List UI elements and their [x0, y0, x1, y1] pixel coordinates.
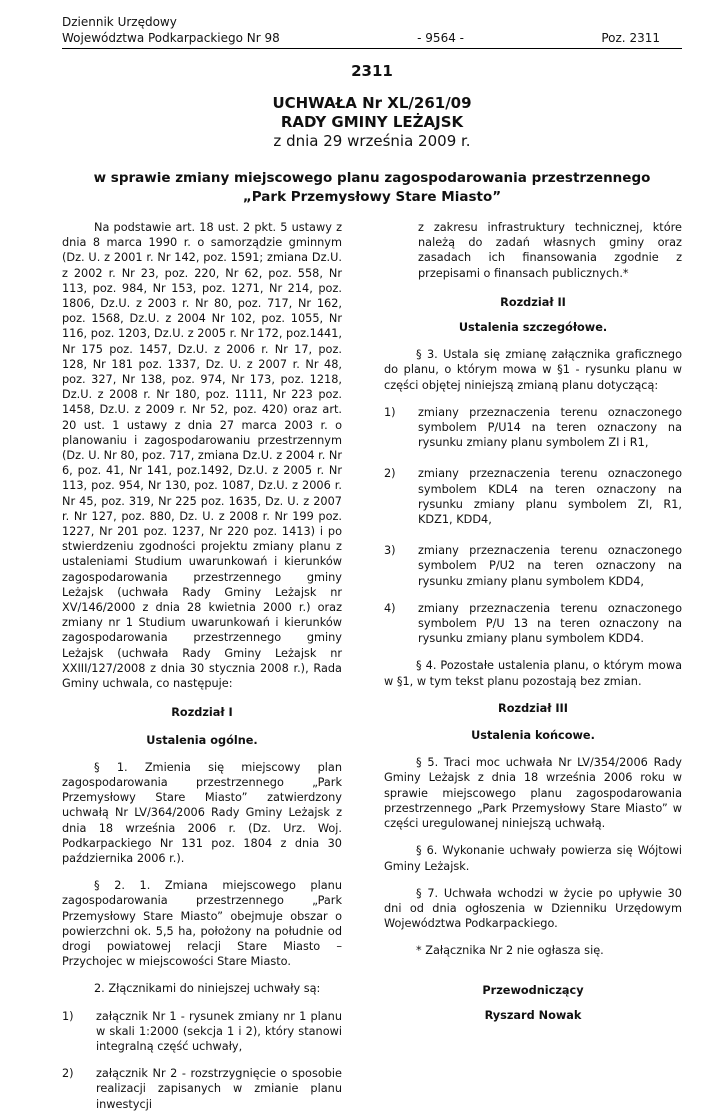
list-item: 1) zmiany przeznaczenia terenu oznaczonego symbolem P/U14 na teren oznaczony na rysunku zmiany planu symbolem ZI i R1,	[384, 405, 682, 450]
resolution-subject: w sprawie zmiany miejscowego planu zagospodarowania przestrzennego „Park Przemysłowy Stare Miasto”	[93, 170, 651, 205]
resolution-title: UCHWAŁA Nr XL/261/09	[272, 94, 472, 112]
list-continuation: z zakresu infrastruktury technicznej, które należą do zadań własnych gminy oraz zasadach ich finansowania zgodnie z przepisami o finansach publicznych.*	[418, 221, 682, 280]
signature-role: Przewodniczący	[482, 983, 584, 997]
resolution-date: z dnia 29 września 2009 r.	[273, 132, 471, 150]
footnote: * Załącznika Nr 2 nie ogłasza się.	[416, 944, 604, 958]
list-item: 2) załącznik Nr 2 - rozstrzygnięcie o sposobie realizacji zapisanych w zmianie planu inwestycji	[62, 1067, 342, 1111]
section-2: § 2. 1. Zmiana miejscowego planu zagospodarowania przestrzennego „Park Przemysłowy Stare Miasto” obejmuje obszar o powierzchni ok. 5,5 ha, położony na południe od drogi powiatowej relacji Stare Miasto – Przychojec w miejscowości Stare Miasto.	[62, 879, 342, 969]
section-6: § 6. Wykonanie uchwały powierza się Wójtowi Gminy Leżajsk.	[384, 844, 682, 873]
list-item: 3) zmiany przeznaczenia terenu oznaczonego symbolem P/U2 na teren oznaczony na rysunku zmiany planu symbolem KDD4,	[384, 544, 682, 588]
chapter-1-heading: Rozdział I	[171, 706, 233, 720]
page-header	[62, 14, 685, 46]
preamble: Na podstawie art. 18 ust. 2 pkt. 5 ustawy z dnia 8 marca 1990 r. o samorządzie gminnym (Dz. U. z 2001 r. Nr 142, poz. 1591; zmiana Dz.U. z 2002 r. Nr 23, poz. 220, Nr 62, poz. 558, Nr 113, poz. 984, Nr 153, poz. 1271, Nr 214, poz. 1806, Dz.U. z 2003 r. Nr 80, poz. 717, Nr 162, poz. 1568, Dz.U. z 2004 Nr 102, poz. 1055, Nr 116, poz. 1203, Dz.U. z 2005 r. Nr 172, poz.1441, Nr 175 poz. 1457, Dz.U. z 2006 r. Nr 17, poz. 128, Nr 181 poz. 1337, Dz. U. z 2007 r. Nr 48, poz. 327, Nr 138, poz. 974, Nr 173, poz. 1218, Dz.U. z 2008 r. Nr 180, poz. 1111, Nr 223 poz. 1458, Dz.U. z 2009 r. Nr 52, poz. 420) oraz art. 20 ust. 1 ustawy z dnia 27 marca 2003 r. o planowaniu i zagospodarowaniu przestrzennym (Dz. U. Nr 80, poz. 717, zmiana Dz.U. z 2004 r. Nr 6, poz. 41, Nr 141, poz.1492, Dz.U. z 2005 r. Nr 113, poz. 954, Nr 130, poz. 1087, Dz.U. z 2006 r. Nr 45, poz. 319, Nr 225 poz. 1635, Dz. U. z 2007 r. Nr 127, poz. 880, Dz. U. z 2008 r. Nr 199 poz. 1227, Nr 201 poz. 1237, Nr 220 poz. 1413) i po stwierdzeniu zgodności projektu zmiany planu z ustaleniami Studium uwarunkowań i kierunków zagospodarowania przestrzennego gminy Leżajsk (uchwała Rady Gminy Leżajsk nr XV/146/2000 z dnia 28 kwietnia 2000 r.) oraz zmiany nr 1 Studium uwarunkowań i kierunków zagospodarowania przestrzennego gminy Leżajsk (uchwała Rady Gminy Leżajsk nr XXIII/127/2008 z dnia 30 stycznia 2008 r.), Rada Gminy uchwala, co następuje:	[62, 221, 342, 691]
chapter-1-title: Ustalenia ogólne.	[146, 733, 258, 747]
list-item: 4) zmiany przeznaczenia terenu oznaczonego symbolem P/U 13 na teren oznaczony na rysunku zmiany planu symbolem KDD4.	[384, 601, 682, 646]
journal-issue: Województwa Podkarpackiego Nr 98	[62, 31, 280, 45]
section-2-para-2: 2. Złącznikami do niniejszej uchwały są:	[94, 982, 321, 996]
position-number: 2311	[351, 62, 393, 80]
chapter-2-heading: Rozdział II	[500, 295, 566, 309]
journal-name: Dziennik Urzędowy	[62, 15, 177, 29]
section-4: § 4. Pozostałe ustalenia planu, o którym mowa w §1, w tym tekst planu pozostają bez zmian.	[384, 659, 682, 688]
list-item: 1) załącznik Nr 1 - rysunek zmiany nr 1 planu w skali 1:2000 (sekcja 1 i 2), który stanowi integralną część uchwały,	[62, 1009, 342, 1053]
left-column	[62, 220, 342, 1112]
header-divider	[62, 48, 682, 49]
chapter-3-title: Ustalenia końcowe.	[471, 729, 595, 743]
signature-name: Ryszard Nowak	[484, 1008, 582, 1022]
section-5: § 5. Traci moc uchwała Nr LV/354/2006 Rady Gminy Leżajsk z dnia 18 września 2006 roku w sprawie miejscowego planu zagospodarowania przestrzennego „Park Przemysłowy Stare Miasto” w części uregulowanej niniejszą uchwałą.	[384, 756, 682, 831]
section-7: § 7. Uchwała wchodzi w życie po upływie 30 dni od dnia ogłoszenia w Dzienniku Urzędowym Województwa Podkarpackiego.	[384, 886, 682, 931]
chapter-2-title: Ustalenia szczegółowe.	[458, 321, 608, 335]
council-name: RADY GMINY LEŻAJSK	[280, 113, 464, 131]
section-1: § 1. Zmienia się miejscowy plan zagospodarowania przestrzennego „Park Przemysłowy Stare Miasto” zatwierdzony uchwałą Nr LV/364/2006 Rady Gminy Leżajsk z dnia 18 września 2006 r. (Dz. Urz. Woj. Podkarpackiego Nr 131 poz. 1804 z dnia 30 października 2006 r.).	[62, 760, 342, 865]
page-number: - 9564 -	[417, 31, 464, 45]
position-ref: Poz. 2311	[601, 31, 660, 45]
section-3: § 3. Ustala się zmianę załącznika graficznego do planu, o którym mowa w §1 - rysunku planu w części objętej niniejszą zmianą planu dotyczącą:	[384, 348, 682, 392]
right-column	[384, 220, 682, 1023]
chapter-3-heading: Rozdział III	[498, 701, 568, 715]
list-item: 2) zmiany przeznaczenia terenu oznaczonego symbolem KDL4 na teren oznaczony na rysunku zmiany planu symbolem ZI, R1, KDZ1, KDD4,	[384, 467, 682, 527]
